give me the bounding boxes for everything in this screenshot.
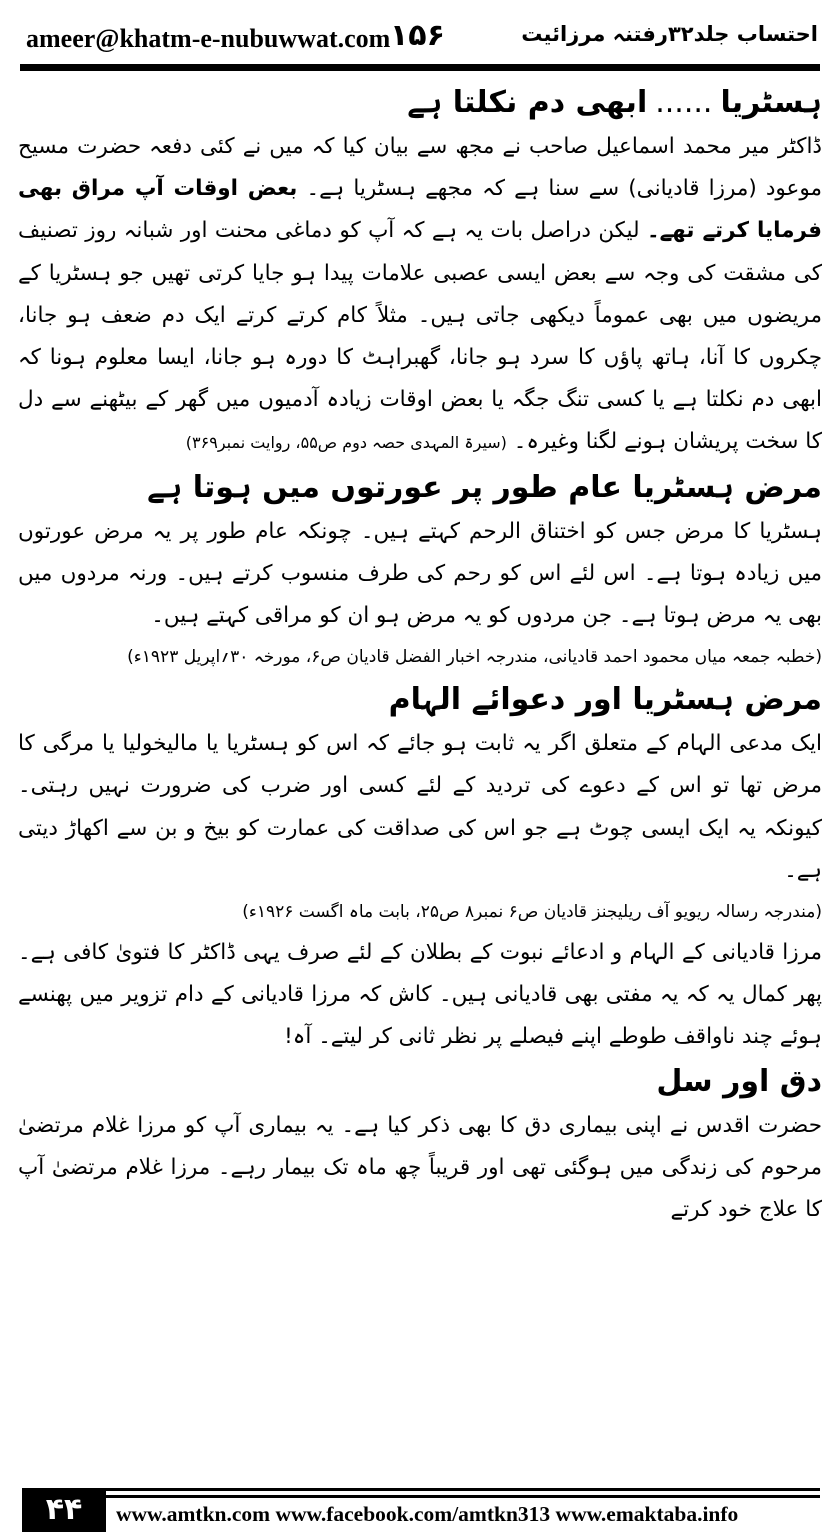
paragraph: حضرت اقدس نے اپنی بیماری دق کا بھی ذکر کیا ہے۔ یہ بیماری آپ کو مرزا غلام مرتضیٰ مرحوم کی زندگی میں ہوگئی تھی اور قریباً چھ ماہ تک بیمار رہے۔ مرزا غلام مرتضیٰ آپ کا علاج خود کرتے [18, 1112, 822, 1223]
header-page-number: ۱۵۶ [390, 18, 445, 53]
paragraph-text-continued: لیکن دراصل بات یہ ہے کہ آپ کو دماغی محنت اور شبانہ روز تصنیف کی مشقت کی وجہ سے بعض ایسی عصبی علامات پیدا ہو جایا کرتی تھیں جو ہسٹریا کے مریضوں میں بھی عموماً دیکھی جاتی ہیں۔ مثلاً کام کرتے کرتے ایک دم ضعف ہو جانا، چکروں کا آنا، ہاتھ پاؤں کا سرد ہو جانا، گھبراہٹ کا دورہ ہو جانا، ایسا معلوم ہونا کہ ابھی دم نکلتا ہے یا کسی تنگ جگہ یا بعض اوقات زیادہ آدمیوں میں گھر کے بیٹھنے سے دل کا سخت پریشان ہونے لگنا وغیرہ۔ [18, 218, 822, 455]
heading-separator: ...... [655, 85, 713, 120]
section-heading-tuberculosis: دق اور سل [656, 1063, 822, 1099]
page-header [0, 0, 840, 72]
paragraph-text: ڈاکٹر میر محمد اسماعیل صاحب نے مجھ سے بیان کیا کہ میں نے کئی دفعہ حضرت مسیح موعود (مرزا قادیانی) سے سنا ہے کہ مجھے ہسٹریا ہے۔ [18, 134, 822, 202]
footer-links[interactable]: www.amtkn.com www.facebook.com/amtkn313 www.emaktaba.info [116, 1502, 739, 1526]
reference-citation: (مندرجہ رسالہ ریویو آف ریلیجنز قادیان ص۶ نمبر۸ ص۲۵، بابت ماہ اگست ۱۹۲۶ء) [242, 902, 822, 923]
reference-citation: (سیرۃ المہدی حصہ دوم ص۵۵، روایت نمبر۳۶۹) [185, 433, 507, 453]
paragraph: ایک مدعی الہام کے متعلق اگر یہ ثابت ہو جائے کہ اس کو ہسٹریا یا مالیخولیا یا مرگی کا مرض تھا تو اس کے دعوے کی تردید کے لئے کسی اور ضرب کی ضرورت نہیں رہتی۔ کیونکہ یہ ایک ایسی چوٹ ہے جو اس کی صداقت کی عمارت کو بیخ و بن سے اکھاڑ دیتی ہے۔ [18, 731, 822, 883]
header-email[interactable]: ameer@khatm-e-nubuwwat.com [26, 24, 391, 53]
heading-text: ہسٹریا [720, 85, 822, 120]
page-body [18, 80, 822, 1485]
footer-divider [106, 1488, 820, 1498]
paragraph [18, 126, 822, 465]
heading-tail: ابھی دم نکلتا ہے [407, 85, 648, 120]
section-heading-hysteria [18, 80, 822, 126]
section-heading-women: مرض ہسٹریا عام طور پر عورتوں میں ہوتا ہے [147, 469, 822, 505]
paragraph-bold-text: بعض اوقات آپ مراق بھی فرمایا کرتے تھے۔ [18, 176, 822, 244]
header-divider [20, 64, 820, 71]
section-heading-revelation: مرض ہسٹریا اور دعوائے الہام [388, 682, 822, 718]
paragraph: ہسٹریا کا مرض جس کو اختناق الرحم کہتے ہیں۔ چونکہ عام طور پر یہ مرض عورتوں میں زیادہ ہوتا ہے۔ اس لئے اس کو رحم کی طرف منسوب کرتے ہیں۔ ورنہ مردوں میں بھی یہ مرض ہوتا ہے۔ جن مردوں کو یہ مرض ہو ان کو مراقی کہتے ہیں۔ [18, 518, 822, 629]
footer-page-number: ۴۴ [45, 1492, 83, 1527]
page-footer [0, 1486, 840, 1540]
paragraph: مرزا قادیانی کے الہام و ادعائے نبوت کے بطلان کے لئے صرف یہی ڈاکٹر کا فتویٰ کافی ہے۔ پھر کمال یہ کہ یہ مفتی بھی قادیانی ہیں۔ کاش کہ مرزا قادیانی کے دام تزویر میں پھنسے ہوئے چند ناواقف طوطے اپنے فیصلے پر نظر ثانی کر لیتے۔ آہ! [18, 940, 822, 1050]
header-book-title: احتساب جلد۳۲رفتنہ مرزائیت [521, 22, 818, 46]
reference-citation: (خطبہ جمعہ میاں محمود احمد قادیانی، مندرجہ اخبار الفضل قادیان ص۶، مورخہ ۳۰؍اپریل ۱۹۲۳ء) [127, 647, 822, 668]
